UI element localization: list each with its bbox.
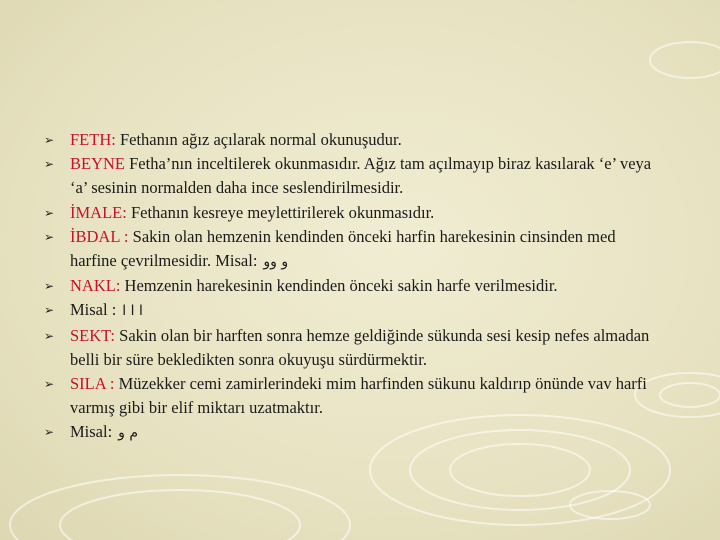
arrow-head-icon: ➢ xyxy=(44,157,55,172)
definition-text: Misal: xyxy=(70,422,113,442)
arrow-head-icon: ➢ xyxy=(44,279,55,294)
bullet-sekt xyxy=(44,324,666,372)
bullet-nakl xyxy=(44,274,666,298)
term-label: NAKL: xyxy=(70,276,121,296)
arabic-example: ا ا ا xyxy=(122,303,143,320)
term-label: FETH: xyxy=(70,130,116,149)
arrow-head-icon: ➢ xyxy=(44,205,55,220)
definition-text: Müzekker cemi zamirlerindeki mim harfinden sükunu kaldırıp önünde vav harfi varmış gibi bir elif miktarı uzatmaktır. xyxy=(70,374,647,418)
bullet-feth xyxy=(44,128,666,152)
term-label: BEYNE xyxy=(70,154,125,174)
bullet-misal-2 xyxy=(44,420,666,445)
arrow-head-icon: ➢ xyxy=(44,328,55,343)
bullet-beyne xyxy=(44,152,666,200)
definition-text: Fethanın kesreye meylettirilerek okunmasıdır. xyxy=(126,202,435,222)
arrow-head-icon: ➢ xyxy=(44,229,55,244)
arrow-head-icon: ➢ xyxy=(44,377,55,392)
arabic-example: و وو xyxy=(263,254,289,271)
term-label: İBDAL : xyxy=(70,226,129,246)
bullet-list xyxy=(44,128,666,446)
bullet-sila xyxy=(44,372,666,420)
bullet-ibdal xyxy=(44,225,666,274)
definition-text: Sakin olan hemzenin kendinden önceki harfin harekesinin cinsinden med harfine çevrilmesidir. Misal: xyxy=(70,226,616,271)
arrow-head-icon: ➢ xyxy=(44,425,55,440)
bullet-imale xyxy=(44,201,666,225)
definition-text: Sakin olan bir harften sonra hemze geldiğinde sükunda sesi kesip nefes almadan belli bir süre bekledikten sonra okuyuşu sürdürmektir. xyxy=(70,325,650,369)
definition-text: Misal : xyxy=(70,300,117,320)
arabic-example: م و xyxy=(118,425,139,442)
arrow-head-icon: ➢ xyxy=(44,303,55,318)
definition-text: Fethanın ağız açılarak normal okunuşudur. xyxy=(115,130,402,149)
term-label: İMALE: xyxy=(70,202,127,222)
term-label: SEKT: xyxy=(70,325,116,345)
bullet-misal-1 xyxy=(44,298,666,323)
definition-text: Fetha’nın inceltilerek okunmasıdır. Ağız tam açılmayıp biraz kasılarak ‘e’ veya ‘a’ sesinin normalden daha ince seslendirilmesidir. xyxy=(70,154,652,198)
definition-text: Hemzenin harekesinin kendinden önceki sakin harfe verilmesidir. xyxy=(120,276,558,296)
term-label: SILA : xyxy=(70,374,115,394)
arrow-head-icon: ➢ xyxy=(44,133,55,147)
